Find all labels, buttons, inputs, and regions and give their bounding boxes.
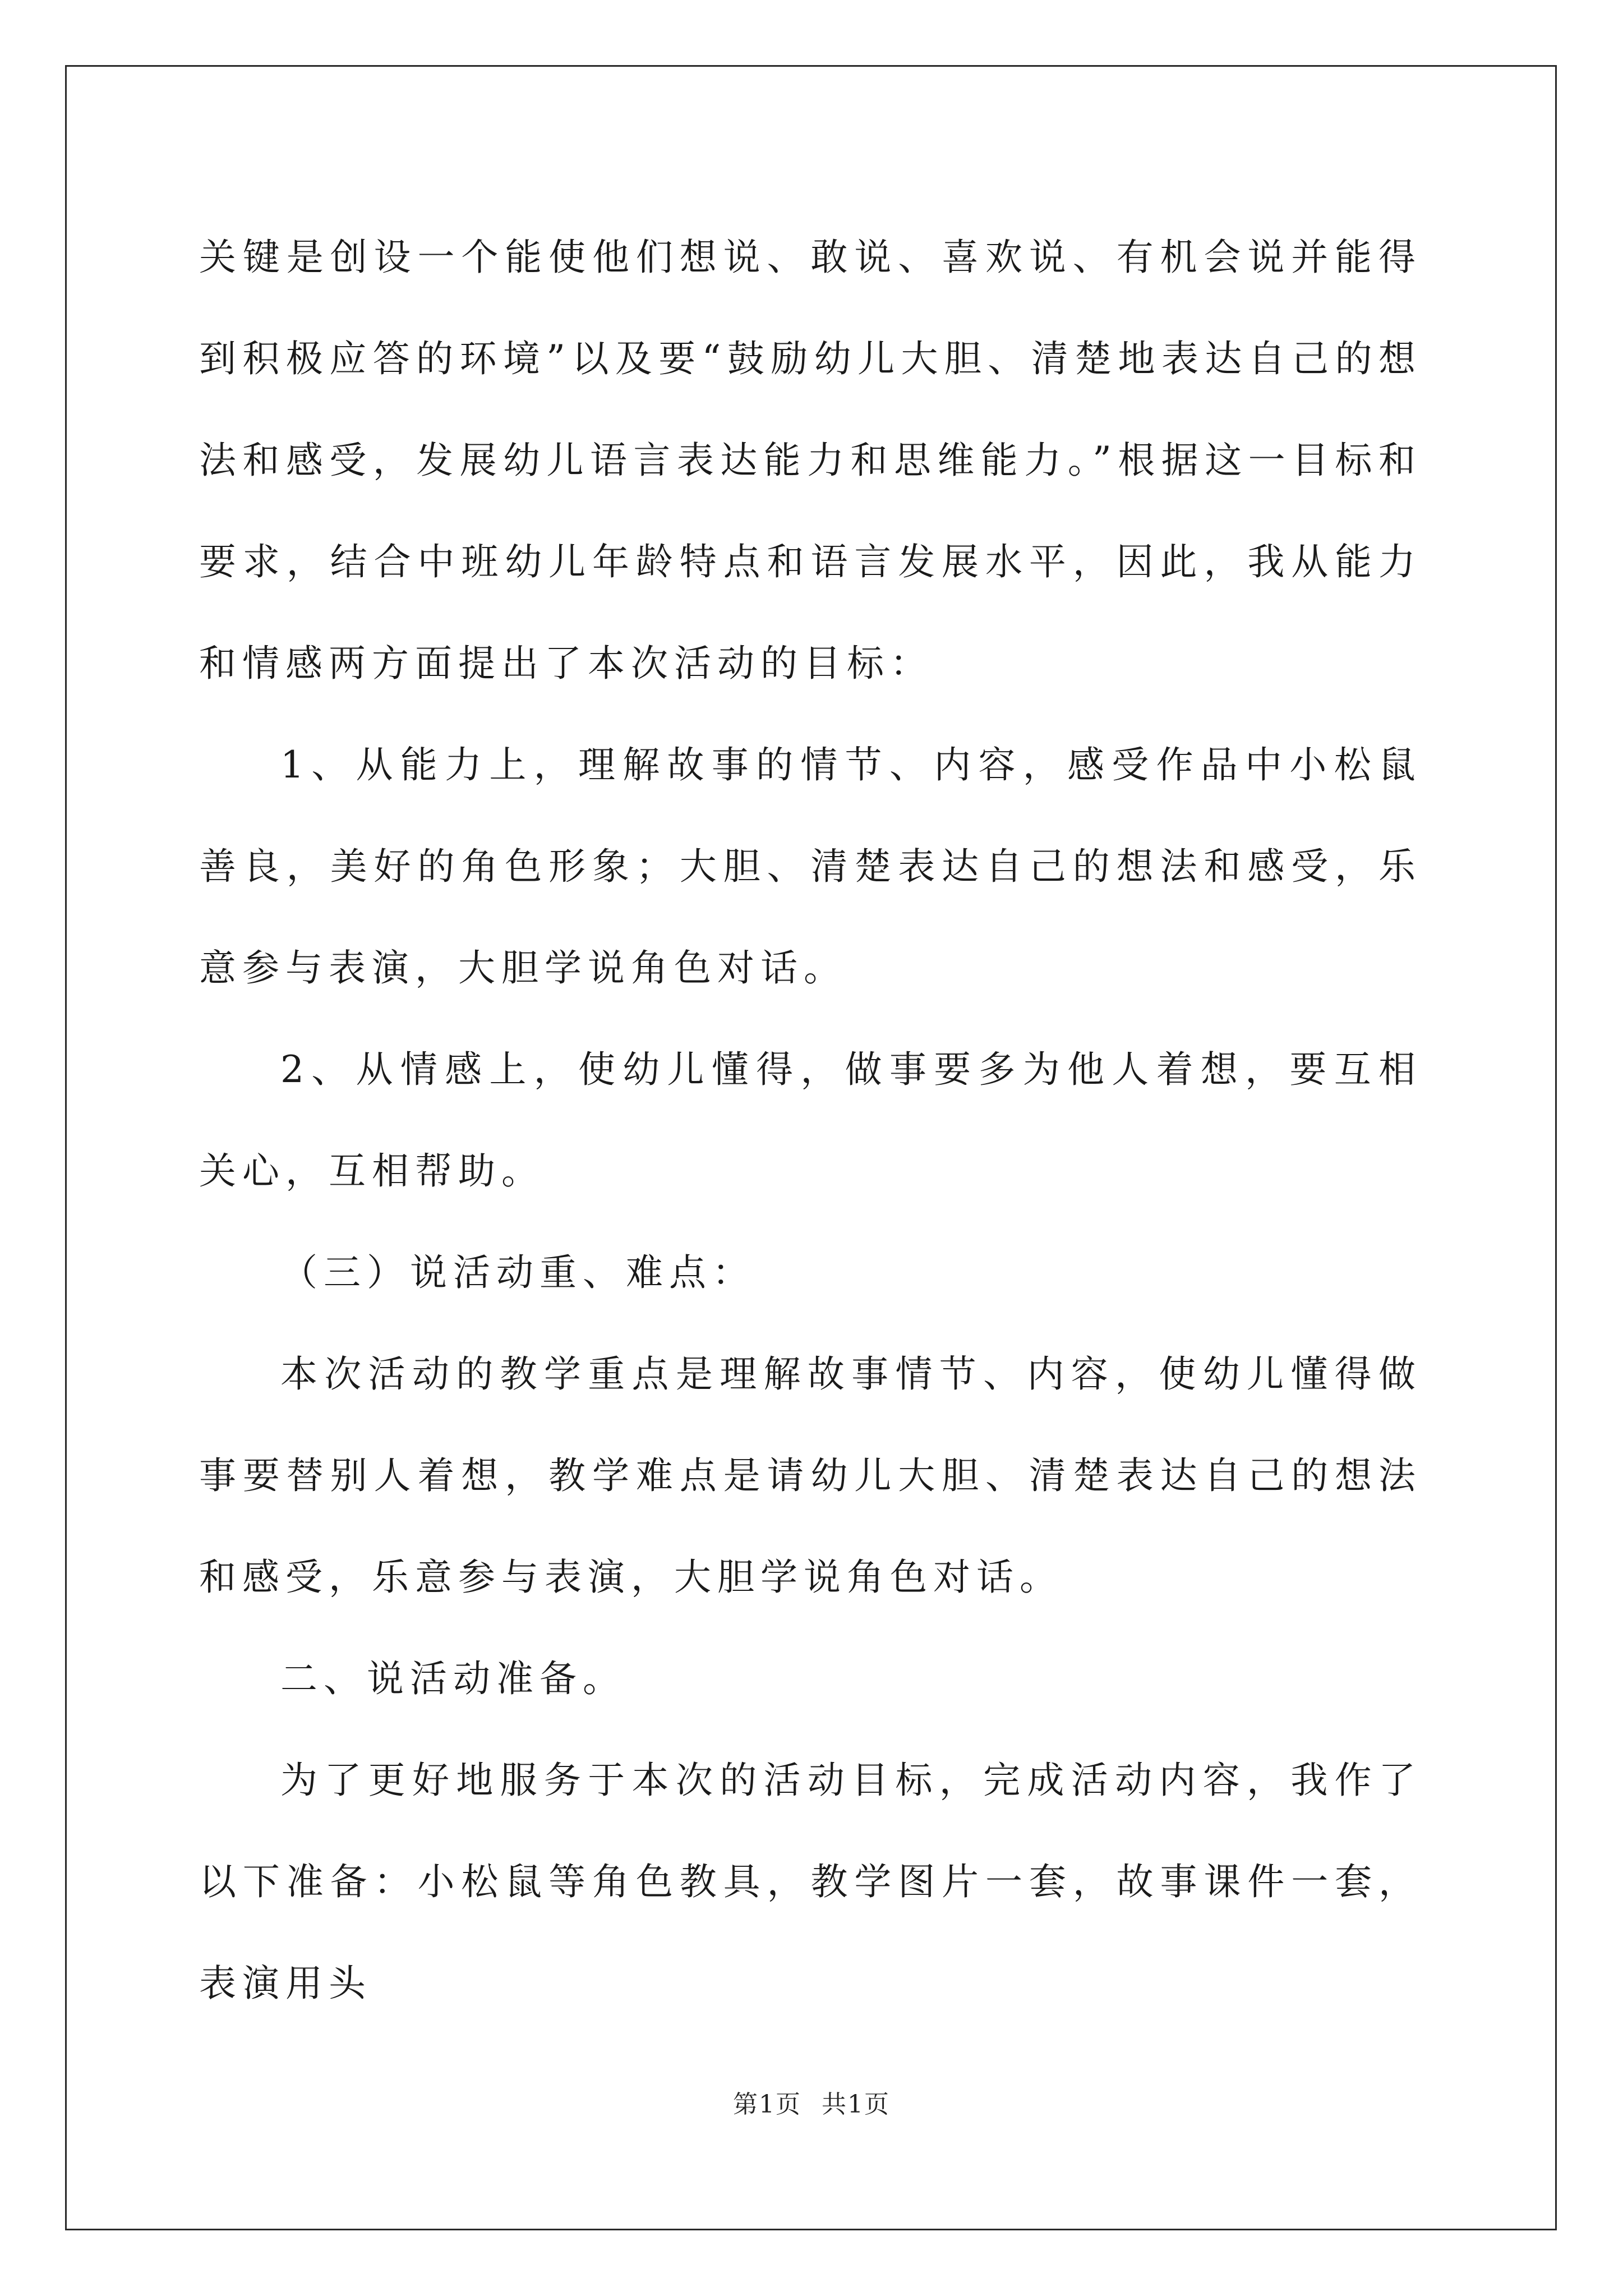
section-heading-preparation: 二、说活动准备。 xyxy=(280,1657,626,1700)
page-footer xyxy=(0,2084,1623,2120)
page-number: 第1页 xyxy=(733,2090,801,2119)
paragraph-key-points: 本次活动的教学重点是理解故事情节、内容，使幼儿懂得做事要替别人着想，教学难点是请幼儿大胆、清楚表达自己的想法和感受，乐意参与表演，大胆学说角色对话。 xyxy=(199,1352,1422,1599)
paragraph-preparation: 为了更好地服务于本次的活动目标，完成活动内容，我作了以下准备：小松鼠等角色教具，教学图片一套，故事课件一套，表演用头 xyxy=(199,1759,1422,2005)
paragraph-goals-intro: 关键是创设一个能使他们想说、敢说、喜欢说、有机会说并能得到积极应答的环境”以及要“鼓励幼儿大胆、清楚地表达自己的想法和感受，发展幼儿语言表达能力和思维能力。”根据这一目标和要求，结合中班幼儿年龄特点和语言发展水平，因此，我从能力和情感两方面提出了本次活动的目标： xyxy=(199,236,1422,685)
document-body xyxy=(199,206,1422,2034)
paragraph-goal-emotion: 2、从情感上，使幼儿懂得，做事要多为他人着想，要互相关心，互相帮助。 xyxy=(199,1048,1422,1193)
section-heading-key-points: （三）说活动重、难点： xyxy=(280,1251,755,1294)
paragraph-goal-ability: 1、从能力上，理解故事的情节、内容，感受作品中小松鼠善良，美好的角色形象；大胆、清楚表达自己的想法和感受，乐意参与表演，大胆学说角色对话。 xyxy=(199,743,1422,990)
page-total: 共1页 xyxy=(822,2090,890,2119)
